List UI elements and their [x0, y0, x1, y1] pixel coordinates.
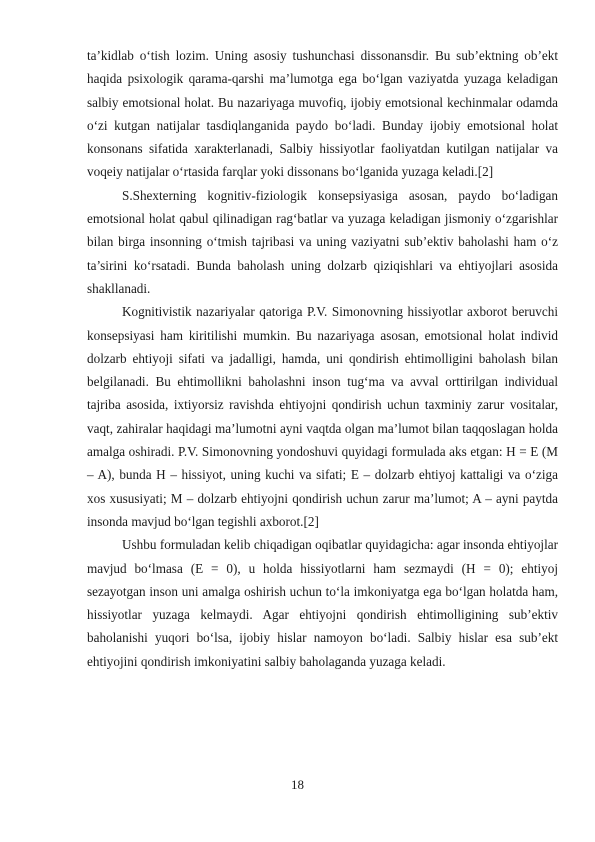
paragraph-shachter-concept: S.Shexterning kognitiv-fiziologik konsepsiyasiga asosan, paydo bo‘ladigan emotsional holat qabul qilinadigan rag‘batlar va yuzaga keladigan jismoniy o‘zgarishlar bilan birga insonning o‘tmish tajribasi va uning vaziyatni sub’ektiv baholashi ham o‘z ta’sirini ko‘rsatadi. Bunda baholash uning dolzarb qiziqishlari va ehtiyojlari asosida shakllanadi.: [87, 187, 558, 296]
page-number: 18: [291, 777, 304, 792]
paragraph-formula-consequences: Ushbu formuladan kelib chiqadigan oqibatlar quyidagicha: agar insonda ehtiyojlar mavjud bo‘lmasa (E = 0), u holda hissiyotlarni ham sezmaydi (H = 0); ehtiyoj sezayotgan inson uni amalga oshirish uchun to‘la imkoniyatga ega bo‘lgan holatda ham, hissiyotlar yuzaga kelmaydi. Agar ehtiyojni qondirish ehtimolligining sub’ektiv baholanishi yuqori bo‘lsa, ijobiy hislar namoyon bo‘ladi. Salbiy hislar esa sub’ekt ehtiyojini qondirish imkoniyatini salbiy baholaganda yuzaga keladi.: [87, 537, 558, 669]
document-page: [87, 44, 558, 673]
paragraph-simonov-theory: Kognitivistik nazariyalar qatoriga P.V. Simonovning hissiyotlar axborot beruvchi konsepsiyasi ham kiritilishi mumkin. Bu nazariyaga asosan, emotsional holat individ dolzarb ehtiyoji sifati va jadalligi, hamda, uni qondirish ehtimolligini baholash bilan belgilanadi. Bu ehtimollikni baholashni inson tug‘ma va avval orttirilgan individual tajriba asosida, ixtiyorsiz ravishda ehtiyojni qondirish uchun taxminiy zarur vositalar, vaqt, zahiralar haqidagi ma’lumotni ayni vaqtda olgan ma’lumot bilan taqqoslagan holda amalga oshiradi. P.V. Simonovning yondoshuvi quyidagi formulada aks etgan: H = E (M – A), bunda H – hissiyot, uning kuchi va sifati; E – dolzarb ehtiyoj kattaligi va o‘ziga xos xususiyati; M – dolzarb ehtiyojni qondirish uchun zarur ma’lumot; A – ayni paytda insonda mavjud bo‘lgan tegishli axborot.[2]: [87, 304, 558, 529]
paragraph-dissonance-theory: ta’kidlab o‘tish lozim. Uning asosiy tushunchasi dissonansdir. Bu sub’ektning ob’ekt haqida psixologik qarama-qarshi ma’lumotga ega bo‘lgan vaziyatda yuzaga keladigan salbiy emotsional holat. Bu nazariyaga muvofiq, ijobiy emotsional kechinmalar odamda o‘zi kutgan natijalar tasdiqlanganida paydo bo‘ladi. Bunday ijobiy emotsional holat konsonans sifatida xarakterlanadi, Salbiy hissiyotlar faoliyatdan kutilgan natijalar va voqeiy natijalar o‘rtasida farqlar yoki dissonans bo‘lganida yuzaga keladi.[2]: [87, 48, 558, 180]
